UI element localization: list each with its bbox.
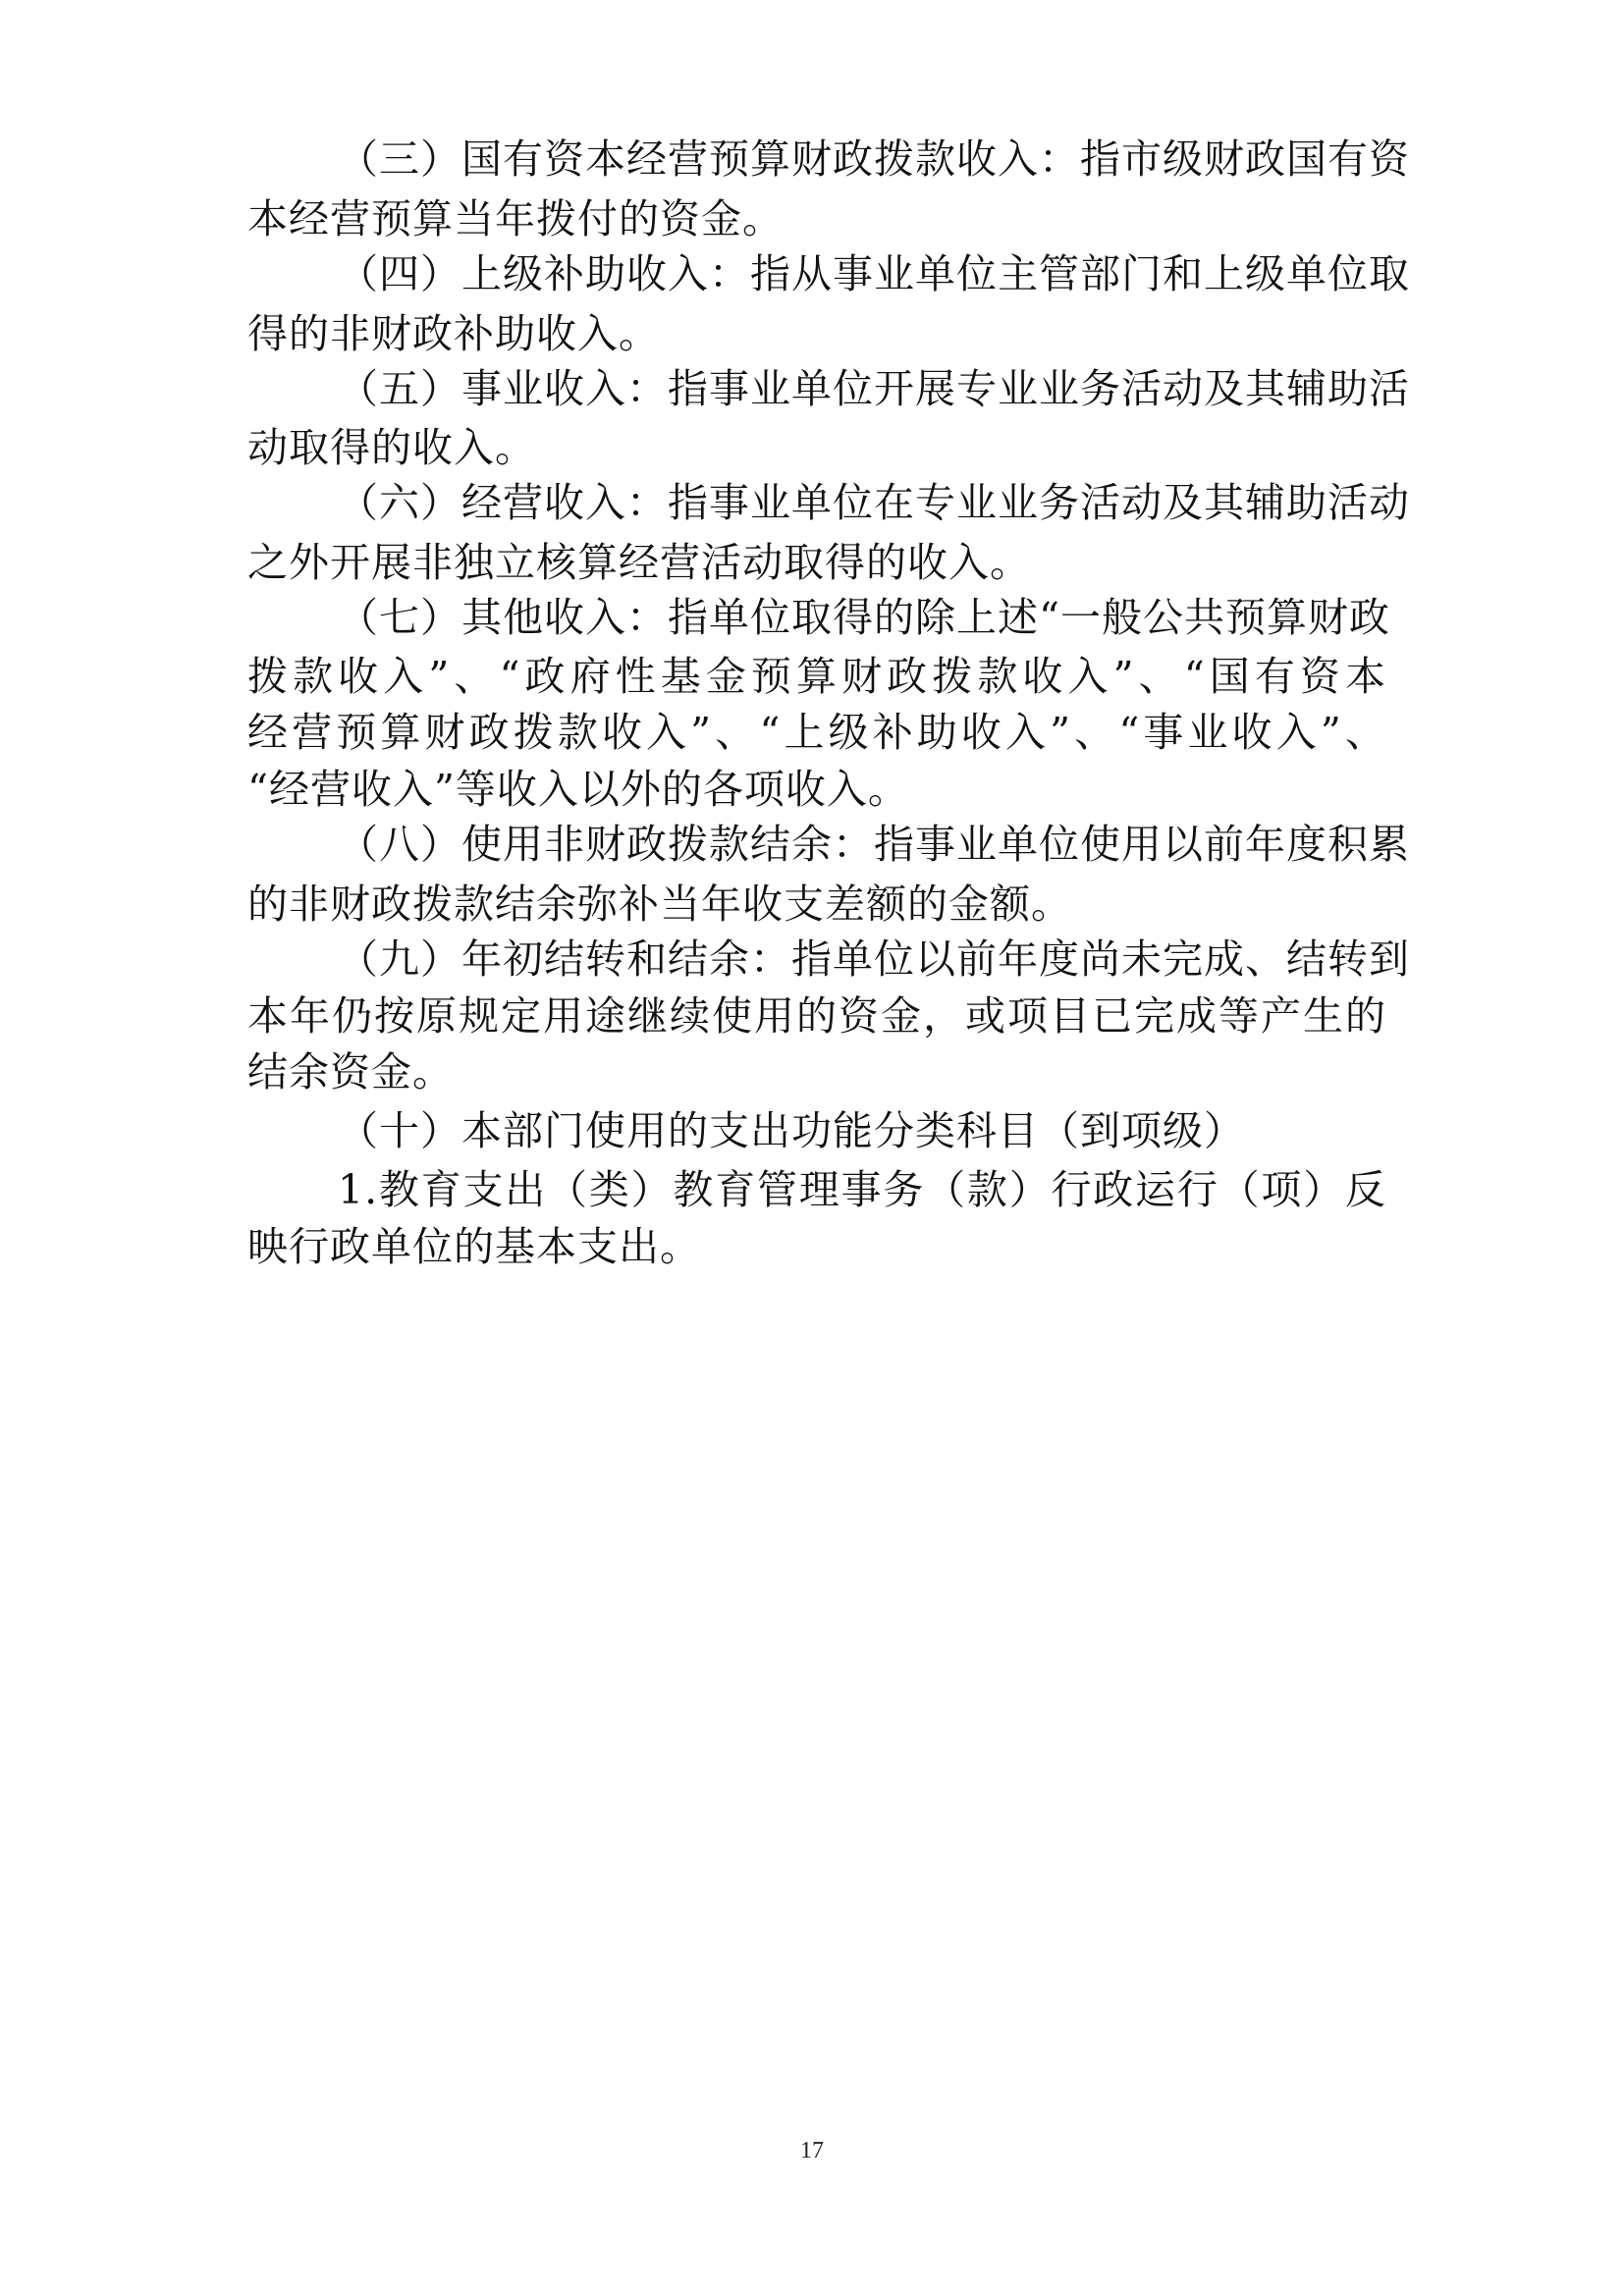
page-number: 17 <box>800 2138 824 2163</box>
text-line-1: （三）国有资本经营预算财政拨款收入：指市级财政国有资 <box>338 135 1410 183</box>
text-line-7: （六）经营收入：指事业单位在专业业务活动及其辅助活动 <box>338 479 1410 526</box>
text-line-20: 映行政单位的基本支出。 <box>247 1223 701 1270</box>
text-line-12: “经营收入”等收入以外的各项收入。 <box>247 766 909 813</box>
text-line-19: 1.教育支出（类）教育管理事务（款）行政运行（项）反 <box>338 1166 1386 1213</box>
text-line-10: 拨款收入”、“政府性基金预算财政拨款收入”、“国有资本 <box>247 653 1386 700</box>
text-line-17: 结余资金。 <box>247 1048 454 1095</box>
text-line-15: （九）年初结转和结余：指单位以前年度尚未完成、结转到 <box>338 935 1410 983</box>
text-line-13: （八）使用非财政拨款结余：指事业单位使用以前年度积累 <box>338 821 1410 868</box>
text-line-2: 本经营预算当年拨付的资金。 <box>247 195 784 242</box>
text-line-9: （七）其他收入：指单位取得的除上述“一般公共预算财政 <box>338 594 1390 641</box>
text-line-18: （十）本部门使用的支出功能分类科目（到项级） <box>338 1107 1245 1154</box>
text-line-4: 得的非财政补助收入。 <box>247 310 660 357</box>
text-line-8: 之外开展非独立核算经营活动取得的收入。 <box>247 539 1031 586</box>
text-line-11: 经营预算财政拨款收入”、“上级补助收入”、“事业收入”、 <box>247 709 1386 756</box>
text-line-14: 的非财政拨款结余弥补当年收支差额的金额。 <box>247 881 1072 928</box>
text-line-3: （四）上级补助收入：指从事业单位主管部门和上级单位取 <box>338 250 1410 297</box>
text-line-6: 动取得的收入。 <box>247 424 536 471</box>
text-line-16: 本年仍按原规定用途继续使用的资金，或项目已完成等产生的 <box>247 992 1386 1040</box>
text-line-5: （五）事业收入：指事业单位开展专业业务活动及其辅助活 <box>338 365 1410 412</box>
